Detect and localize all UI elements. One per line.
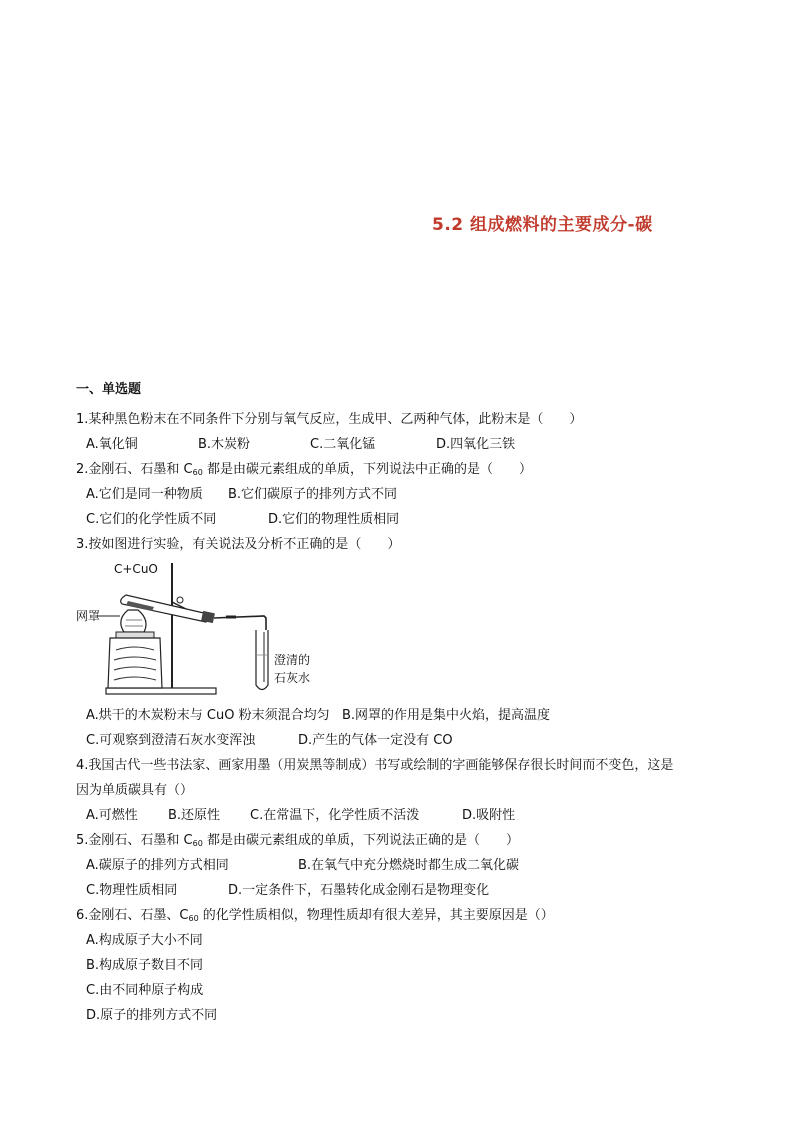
- q1-option-a: A.氧化铜: [86, 437, 138, 452]
- question-5-stem: [76, 833, 519, 849]
- q6-stem-part-2: 的化学性质相似，物理性质却有很大差异，其主要原因是（）: [198, 908, 554, 923]
- question-2-options-row-2: [86, 512, 399, 528]
- q6-subscript: 60: [188, 914, 199, 923]
- question-3-options-row-2: [86, 733, 453, 749]
- q2-option-d: D.它们的物理性质相同: [268, 512, 400, 527]
- question-4-stem-line-2: 因为单质碳具有（）: [76, 783, 194, 798]
- q2-stem-part-1: 2.金刚石、石墨和 C: [76, 462, 193, 477]
- q5-subscript: 60: [192, 839, 203, 848]
- q5-stem-part-2: 都是由碳元素组成的单质，下列说法正确的是（ ）: [202, 833, 519, 848]
- q3-option-b: B.网罩的作用是集中火焰，提高温度: [342, 708, 551, 723]
- q2-option-c: C.它们的化学性质不同: [86, 512, 217, 527]
- question-4-options: [86, 808, 515, 824]
- question-1-stem: 1.某种黑色粉末在不同条件下分别与氧气反应，生成甲、乙两种气体，此粉末是（ ）: [76, 412, 583, 427]
- q2-option-a: A.它们是同一种物质: [86, 487, 203, 502]
- q2-subscript: 60: [192, 468, 203, 477]
- q4-option-b: B.还原性: [168, 808, 221, 823]
- question-1-options: [86, 437, 515, 453]
- q4-option-c: C.在常温下，化学性质不活泼: [250, 808, 420, 823]
- q5-option-c: C.物理性质相同: [86, 883, 178, 898]
- q3-option-d: D.产生的气体一定没有 CO: [298, 733, 453, 748]
- q6-option-c: C.由不同种原子构成: [86, 983, 204, 998]
- question-6-stem: [76, 908, 554, 924]
- experiment-apparatus-figure: [76, 560, 326, 700]
- question-3-options-row-1: [86, 708, 550, 724]
- q1-option-d: D.四氧化三铁: [436, 437, 516, 452]
- question-5-options-row-1: [86, 858, 519, 874]
- q1-option-c: C.二氧化锰: [310, 437, 376, 452]
- q3-option-c: C.可观察到澄清石灰水变浑浊: [86, 733, 256, 748]
- q5-option-a: A.碳原子的排列方式相同: [86, 858, 229, 873]
- question-2-options-row-1: [86, 487, 397, 503]
- label-gauze: 网罩: [76, 609, 101, 623]
- question-3-stem: 3.按如图进行实验，有关说法及分析不正确的是（ ）: [76, 537, 401, 552]
- q2-option-b: B.它们碳原子的排列方式不同: [228, 487, 398, 502]
- label-reagent: C+CuO: [114, 562, 158, 576]
- section-heading: 一、单选题: [76, 382, 142, 397]
- q5-option-b: B.在氧气中充分燃烧时都生成二氧化碳: [298, 858, 520, 873]
- q3-option-a: A.烘干的木炭粉末与 CuO 粉末须混合均匀: [86, 708, 330, 723]
- document-title: 5.2 组成燃料的主要成分-碳: [432, 215, 653, 235]
- question-5-options-row-2: [86, 883, 489, 899]
- question-2-stem: [76, 462, 532, 478]
- label-limewater-line-1: 澄清的: [274, 653, 311, 667]
- label-limewater-line-2: 石灰水: [274, 671, 311, 685]
- q5-option-d: D.一定条件下，石墨转化成金刚石是物理变化: [228, 883, 490, 898]
- q4-option-a: A.可燃性: [86, 808, 138, 823]
- q6-option-b: B.构成原子数目不同: [86, 958, 204, 973]
- q2-stem-part-2: 都是由碳元素组成的单质，下列说法中正确的是（ ）: [202, 462, 532, 477]
- q6-option-d: D.原子的排列方式不同: [86, 1008, 218, 1023]
- q6-stem-part-1: 6.金刚石、石墨、C: [76, 908, 189, 923]
- q5-stem-part-1: 5.金刚石、石墨和 C: [76, 833, 193, 848]
- q4-option-d: D.吸附性: [462, 808, 516, 823]
- q6-option-a: A.构成原子大小不同: [86, 933, 203, 948]
- q1-option-b: B.木炭粉: [198, 437, 251, 452]
- question-4-stem-line-1: 4.我国古代一些书法家、画家用墨（用炭黑等制成）书写或绘制的字画能够保存很长时间而不变色，这是: [76, 758, 674, 773]
